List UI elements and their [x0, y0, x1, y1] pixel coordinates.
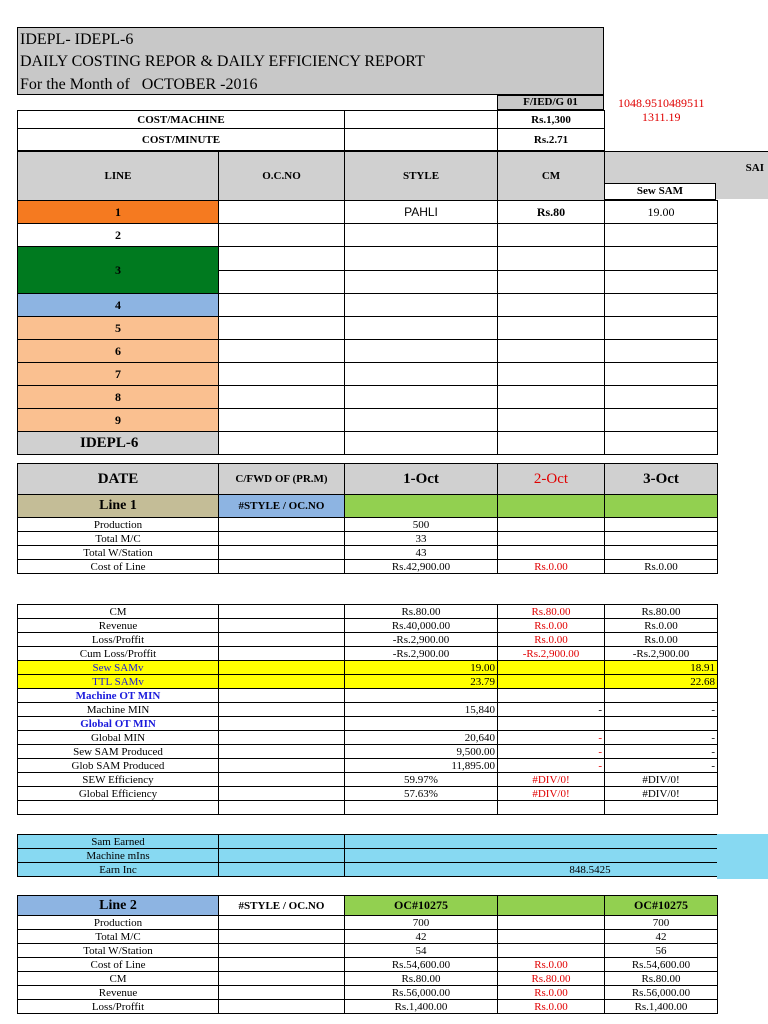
d1-cell: Rs.40,000.00 [345, 619, 498, 633]
row-label: Global MIN [18, 731, 219, 745]
d1-cell: 33 [345, 532, 498, 546]
d2-cell [498, 532, 605, 546]
line2-oc-3: OC#10275 [605, 896, 718, 916]
cfwd-cell [219, 849, 345, 863]
footer-idepl6: IDEPL-6 [18, 432, 219, 455]
table-row [18, 863, 718, 877]
cm-cell [498, 224, 605, 247]
row-label: Cost of Line [18, 560, 219, 574]
d2-cell [498, 717, 605, 731]
sam-cell [605, 386, 718, 409]
d1-cell: 43 [345, 546, 498, 560]
d1-cell: 42 [345, 930, 498, 944]
d3-cell [605, 717, 718, 731]
d3-cell: Rs.0.00 [605, 560, 718, 574]
row-label: Total M/C [18, 930, 219, 944]
table-row [18, 675, 718, 689]
d3-cell: - [605, 703, 718, 717]
cm-cell [498, 409, 605, 432]
d1-cell: Rs.80.00 [345, 605, 498, 619]
row-label: Glob SAM Produced [18, 759, 219, 773]
cost-machine-label: COST/MACHINE [18, 111, 345, 129]
row-label: TTL SAMv [18, 675, 219, 689]
sam-earned-table [17, 834, 718, 877]
cfwd-cell [219, 972, 345, 986]
line-cell-8: 8 [18, 386, 219, 409]
cfwd-cell [219, 835, 345, 849]
style-cell [345, 317, 498, 340]
line1-oc-2 [498, 495, 605, 518]
row-label: Machine OT MIN [18, 689, 219, 703]
row-label: Revenue [18, 986, 219, 1000]
d3-cell: - [605, 731, 718, 745]
d1-cell: 15,840 [345, 703, 498, 717]
line-cell-3: 3 [18, 247, 219, 294]
table-row [18, 619, 718, 633]
header-title-2: DAILY COSTING REPOR & DAILY EFFICIENCY REPORT [20, 53, 425, 70]
table-row [18, 773, 718, 787]
sam-cell [605, 340, 718, 363]
d3-cell: Rs.0.00 [605, 633, 718, 647]
oc-cell [219, 409, 345, 432]
table-row [18, 717, 718, 731]
d2-cell: - [498, 759, 605, 773]
d2-cell: - [498, 703, 605, 717]
d1-cell: 500 [345, 518, 498, 532]
d1-cell: -Rs.2,900.00 [345, 647, 498, 661]
side-value-2: 1311.19 [642, 110, 681, 124]
d3-cell: Rs.1,400.00 [605, 1000, 718, 1014]
table-row [18, 944, 718, 958]
row-label: Earn Inc [18, 863, 219, 877]
line-cell-9: 9 [18, 409, 219, 432]
table-row [18, 661, 718, 675]
header-month [20, 76, 258, 94]
d3-cell [605, 518, 718, 532]
table-row [18, 745, 718, 759]
d1-cell: Rs.80.00 [345, 972, 498, 986]
d1-cell: 57.63% [345, 787, 498, 801]
row-label: Production [18, 518, 219, 532]
style-cell [345, 224, 498, 247]
cfwd-cell [219, 689, 345, 703]
cyan-extension [717, 834, 768, 879]
col-cm: CM [498, 152, 605, 201]
d2-cell: Rs.80.00 [498, 605, 605, 619]
col-sam-spacer [605, 152, 718, 201]
d3-cell [605, 801, 718, 815]
d2-cell: #DIV/0! [498, 787, 605, 801]
style-cell [345, 270, 498, 294]
row-label: Revenue [18, 619, 219, 633]
row-label: SEW Efficiency [18, 773, 219, 787]
line2-oc-1: OC#10275 [345, 896, 498, 916]
d3-cell: - [605, 759, 718, 773]
row-label: Total W/Station [18, 546, 219, 560]
row-label: Total W/Station [18, 944, 219, 958]
d2-cell [498, 675, 605, 689]
cfwd-cell [219, 518, 345, 532]
cfwd-cell [219, 787, 345, 801]
cfwd-cell [219, 801, 345, 815]
cfwd-cell [219, 944, 345, 958]
table-row [18, 849, 718, 863]
table-row [18, 647, 718, 661]
table-row [18, 986, 718, 1000]
cfwd-cell [219, 560, 345, 574]
day-header-1: 1-Oct [345, 464, 498, 495]
row-label: Production [18, 916, 219, 930]
d3-cell: 22.68 [605, 675, 718, 689]
d3-cell: Rs.0.00 [605, 619, 718, 633]
d3-cell: 700 [605, 916, 718, 930]
cfwd-cell [219, 1000, 345, 1014]
date-table [17, 463, 718, 518]
cfwd-cell [219, 731, 345, 745]
line2-header-table [17, 895, 718, 916]
cfwd-cell [219, 986, 345, 1000]
oc-cell [219, 270, 345, 294]
d2-cell: Rs.0.00 [498, 958, 605, 972]
cm-cell [498, 340, 605, 363]
row-label: Machine MIN [18, 703, 219, 717]
d3-cell: -Rs.2,900.00 [605, 647, 718, 661]
d1-cell [345, 717, 498, 731]
line-cell-1: 1 [18, 201, 219, 224]
cm-cell [498, 386, 605, 409]
d1-cell: 20,640 [345, 731, 498, 745]
d3-cell [605, 689, 718, 703]
header-title-1: IDEPL- IDEPL-6 [20, 31, 134, 48]
table-row [18, 731, 718, 745]
d2-cell [498, 661, 605, 675]
row-label: CM [18, 972, 219, 986]
d1-cell [345, 801, 498, 815]
sam-cell [605, 247, 718, 271]
d1-cell: Rs.1,400.00 [345, 1000, 498, 1014]
cm-cell [498, 432, 605, 455]
table-row [18, 958, 718, 972]
row-label: Sew SAM Produced [18, 745, 219, 759]
d2-cell [498, 801, 605, 815]
d2-cell: Rs.0.00 [498, 619, 605, 633]
cost-minute-value: Rs.2.71 [498, 129, 605, 151]
cfwd-header: C/FWD OF (PR.M) [219, 464, 345, 495]
d1-cell: 59.97% [345, 773, 498, 787]
d1-cell: 23.79 [345, 675, 498, 689]
style-cell: PAHLI [345, 201, 498, 224]
table-row [18, 605, 718, 619]
d1-cell: 9,500.00 [345, 745, 498, 759]
d2-cell [498, 546, 605, 560]
cfwd-cell [219, 633, 345, 647]
d2-cell [498, 689, 605, 703]
d2-cell: - [498, 745, 605, 759]
sam-cell [605, 317, 718, 340]
sam-cell [605, 363, 718, 386]
cfwd-cell [219, 703, 345, 717]
line2-title: Line 2 [18, 896, 219, 916]
cost-minute-blank [345, 129, 498, 151]
d1-cell: Rs.54,600.00 [345, 958, 498, 972]
cfwd-cell [219, 958, 345, 972]
line1-style-label: #STYLE / OC.NO [219, 495, 345, 518]
side-value-1: 1048.9510489511 [618, 96, 705, 110]
line2-table [17, 915, 718, 1014]
d2-cell: Rs.0.00 [498, 633, 605, 647]
d3-cell: Rs.56,000.00 [605, 986, 718, 1000]
d2-cell: Rs.0.00 [498, 1000, 605, 1014]
d1-cell: 19.00 [345, 661, 498, 675]
line-table [17, 151, 718, 455]
d3-cell [605, 532, 718, 546]
table-row [18, 518, 718, 532]
cm-cell [498, 247, 605, 271]
table-row [18, 689, 718, 703]
row-label: Machine mIns [18, 849, 219, 863]
line1-title: Line 1 [18, 495, 219, 518]
cost-table [17, 110, 605, 151]
cost-minute-label: COST/MINUTE [18, 129, 345, 151]
d3-cell: #DIV/0! [605, 773, 718, 787]
cm-cell [498, 270, 605, 294]
d2-cell: - [498, 731, 605, 745]
table-row [18, 560, 718, 574]
d2-cell: Rs.0.00 [498, 986, 605, 1000]
sew-sam-header: Sew SAM [604, 183, 716, 200]
row-label: Loss/Proffit [18, 633, 219, 647]
row-label: Global OT MIN [18, 717, 219, 731]
d3-cell: #DIV/0! [605, 787, 718, 801]
cost-machine-value: Rs.1,300 [498, 111, 605, 129]
sam-cell [605, 294, 718, 317]
table-row [18, 703, 718, 717]
cfwd-cell [219, 532, 345, 546]
table-row [18, 930, 718, 944]
sam-cell [605, 409, 718, 432]
header-month-value: OCTOBER -2016 [141, 76, 258, 93]
sam-cell [605, 270, 718, 294]
line2-style-label: #STYLE / OC.NO [219, 896, 345, 916]
oc-cell [219, 224, 345, 247]
cfwd-cell [219, 759, 345, 773]
cfwd-cell [219, 745, 345, 759]
style-cell [345, 294, 498, 317]
d2-cell [498, 916, 605, 930]
cost-machine-blank [345, 111, 498, 129]
style-cell [345, 247, 498, 271]
table-row [18, 835, 718, 849]
row-label [18, 801, 219, 815]
sam-header: SAI [745, 162, 764, 174]
cfwd-cell [219, 661, 345, 675]
cfwd-cell [219, 717, 345, 731]
day-header-2: 2-Oct [498, 464, 605, 495]
row-label: Cum Loss/Proffit [18, 647, 219, 661]
cm-cell [498, 363, 605, 386]
row-label: Total M/C [18, 532, 219, 546]
sam-cell: 19.00 [605, 201, 718, 224]
d3-cell: 42 [605, 930, 718, 944]
report-header [17, 27, 604, 95]
d2-cell: #DIV/0! [498, 773, 605, 787]
d1-cell: -Rs.2,900.00 [345, 633, 498, 647]
cfwd-cell [219, 546, 345, 560]
d1-cell: 11,895.00 [345, 759, 498, 773]
oc-cell [219, 386, 345, 409]
d3-cell: Rs.54,600.00 [605, 958, 718, 972]
line-cell-5: 5 [18, 317, 219, 340]
date-header: DATE [18, 464, 219, 495]
d3-cell [605, 546, 718, 560]
d1-cell: 700 [345, 916, 498, 930]
d1-cell: 54 [345, 944, 498, 958]
value-cell [345, 849, 718, 863]
d2-cell: -Rs.2,900.00 [498, 647, 605, 661]
oc-cell [219, 432, 345, 455]
cfwd-cell [219, 930, 345, 944]
style-cell [345, 432, 498, 455]
table-row [18, 916, 718, 930]
d2-cell [498, 930, 605, 944]
col-line: LINE [18, 152, 219, 201]
table-row [18, 1000, 718, 1014]
line1-table-a [17, 517, 718, 574]
cfwd-cell [219, 619, 345, 633]
line-cell-4: 4 [18, 294, 219, 317]
table-row [18, 972, 718, 986]
table-row [18, 801, 718, 815]
oc-cell [219, 294, 345, 317]
table-row [18, 633, 718, 647]
d3-cell: Rs.80.00 [605, 972, 718, 986]
sam-cell [605, 224, 718, 247]
line2-oc-2 [498, 896, 605, 916]
table-row [18, 532, 718, 546]
style-cell [345, 409, 498, 432]
line1-oc-3 [605, 495, 718, 518]
style-cell [345, 363, 498, 386]
cfwd-cell [219, 773, 345, 787]
table-row [18, 546, 718, 560]
oc-cell [219, 201, 345, 224]
d1-cell: Rs.56,000.00 [345, 986, 498, 1000]
line-cell-6: 6 [18, 340, 219, 363]
day-header-3: 3-Oct [605, 464, 718, 495]
d2-cell: Rs.80.00 [498, 972, 605, 986]
d2-cell [498, 944, 605, 958]
d3-cell: - [605, 745, 718, 759]
oc-cell [219, 363, 345, 386]
d3-cell: 18.91 [605, 661, 718, 675]
row-label: Loss/Proffit [18, 1000, 219, 1014]
d3-cell: Rs.80.00 [605, 605, 718, 619]
cfwd-cell [219, 675, 345, 689]
table-row [18, 759, 718, 773]
value-cell [345, 835, 718, 849]
col-style: STYLE [345, 152, 498, 201]
sam-cell [605, 432, 718, 455]
line-cell-7: 7 [18, 363, 219, 386]
form-code: F/IED/G 01 [497, 95, 604, 110]
row-label: Global Efficiency [18, 787, 219, 801]
d1-cell [345, 689, 498, 703]
cfwd-cell [219, 916, 345, 930]
oc-cell [219, 340, 345, 363]
row-label: Sam Earned [18, 835, 219, 849]
cm-cell [498, 294, 605, 317]
d1-cell: Rs.42,900.00 [345, 560, 498, 574]
oc-cell [219, 247, 345, 271]
style-cell [345, 340, 498, 363]
cfwd-cell [219, 647, 345, 661]
oc-cell [219, 317, 345, 340]
col-ocno: O.C.NO [219, 152, 345, 201]
d2-cell [498, 518, 605, 532]
cfwd-cell [219, 863, 345, 877]
d3-cell: 56 [605, 944, 718, 958]
row-label: CM [18, 605, 219, 619]
line1-table-b [17, 604, 718, 815]
style-cell [345, 386, 498, 409]
cm-cell [498, 317, 605, 340]
line-cell-2: 2 [18, 224, 219, 247]
earn-inc-value: 848.5425 [345, 863, 718, 877]
row-label: Sew SAMv [18, 661, 219, 675]
cfwd-cell [219, 605, 345, 619]
d2-cell: Rs.0.00 [498, 560, 605, 574]
table-row [18, 787, 718, 801]
line1-oc-1 [345, 495, 498, 518]
header-month-label: For the Month of [20, 76, 130, 93]
cm-cell: Rs.80 [498, 201, 605, 224]
row-label: Cost of Line [18, 958, 219, 972]
